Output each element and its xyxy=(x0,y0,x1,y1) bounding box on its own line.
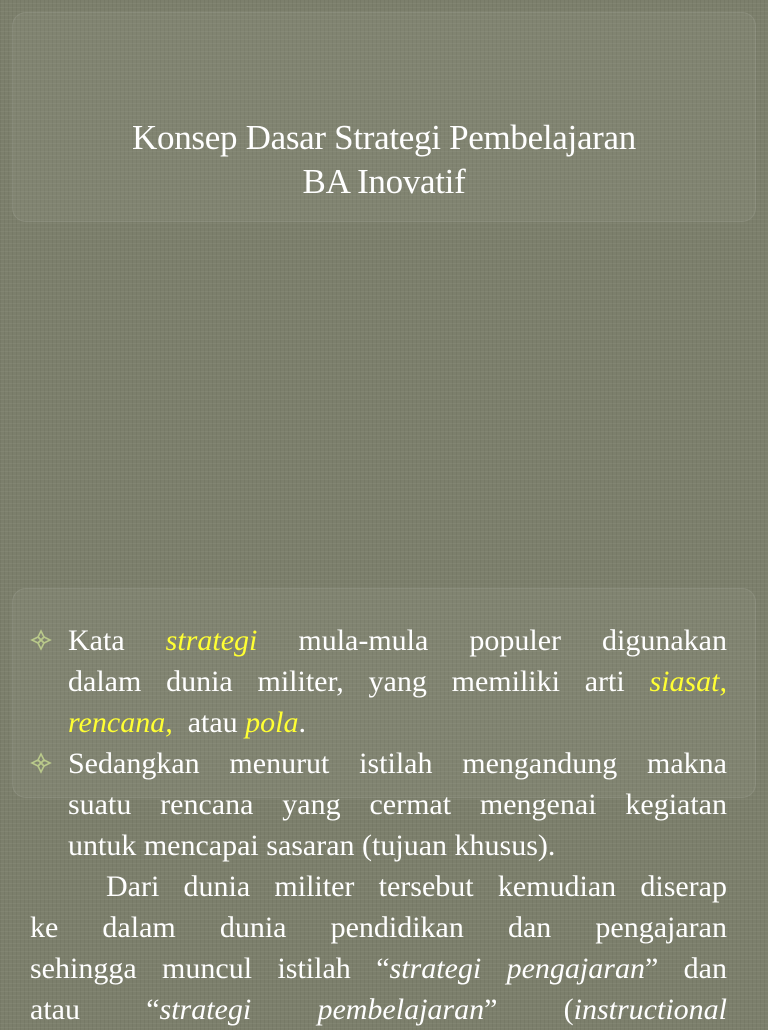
text-span: atau “ xyxy=(30,993,160,1026)
body-paragraph xyxy=(30,866,727,1030)
diamond-bullet-icon xyxy=(30,752,52,774)
text-span: ” dan xyxy=(644,952,727,985)
text-line xyxy=(30,948,727,989)
title-line-2: BA Inovatif xyxy=(302,162,466,201)
title-line-1: Konsep Dasar Strategi Pembelajaran xyxy=(132,118,636,157)
text-line xyxy=(68,661,727,702)
italic-term: instructional xyxy=(573,993,727,1026)
text-span: Kata xyxy=(68,624,125,657)
italic-term: strategi pengajaran xyxy=(389,952,645,985)
slide-title xyxy=(0,116,768,204)
text-line xyxy=(68,620,727,661)
highlighted-term: rencana, xyxy=(68,706,173,739)
text-span: . xyxy=(298,706,307,739)
text-span: sehingga muncul istilah “ xyxy=(30,952,390,985)
italic-term: strategi pembelajaran xyxy=(159,993,485,1026)
text-span: dalam dunia militer, yang memiliki arti xyxy=(68,665,625,698)
highlighted-term: pola xyxy=(245,706,299,739)
text-line: untuk mencapai sasaran (tujuan khusus). xyxy=(68,829,556,862)
bullet-item-1 xyxy=(30,620,727,743)
text-span: ” ( xyxy=(484,993,574,1026)
highlighted-term: strategi xyxy=(165,624,258,657)
text-span: atau xyxy=(187,706,238,739)
text-line: Sedangkan menurut istilah mengandung makna xyxy=(68,747,727,780)
highlighted-term: siasat, xyxy=(649,665,728,698)
diamond-bullet-icon xyxy=(30,629,52,651)
text-line: ke dalam dunia pendidikan dan pengajaran xyxy=(30,911,727,944)
text-line: Dari dunia militer tersebut kemudian diserap xyxy=(106,870,727,903)
bullet-list xyxy=(30,620,727,866)
text-line xyxy=(68,702,727,743)
bullet-item-2 xyxy=(30,743,727,866)
text-line: suatu rencana yang cermat mengenai kegiatan xyxy=(68,788,727,821)
text-span: mula-mula populer digunakan xyxy=(298,624,727,657)
